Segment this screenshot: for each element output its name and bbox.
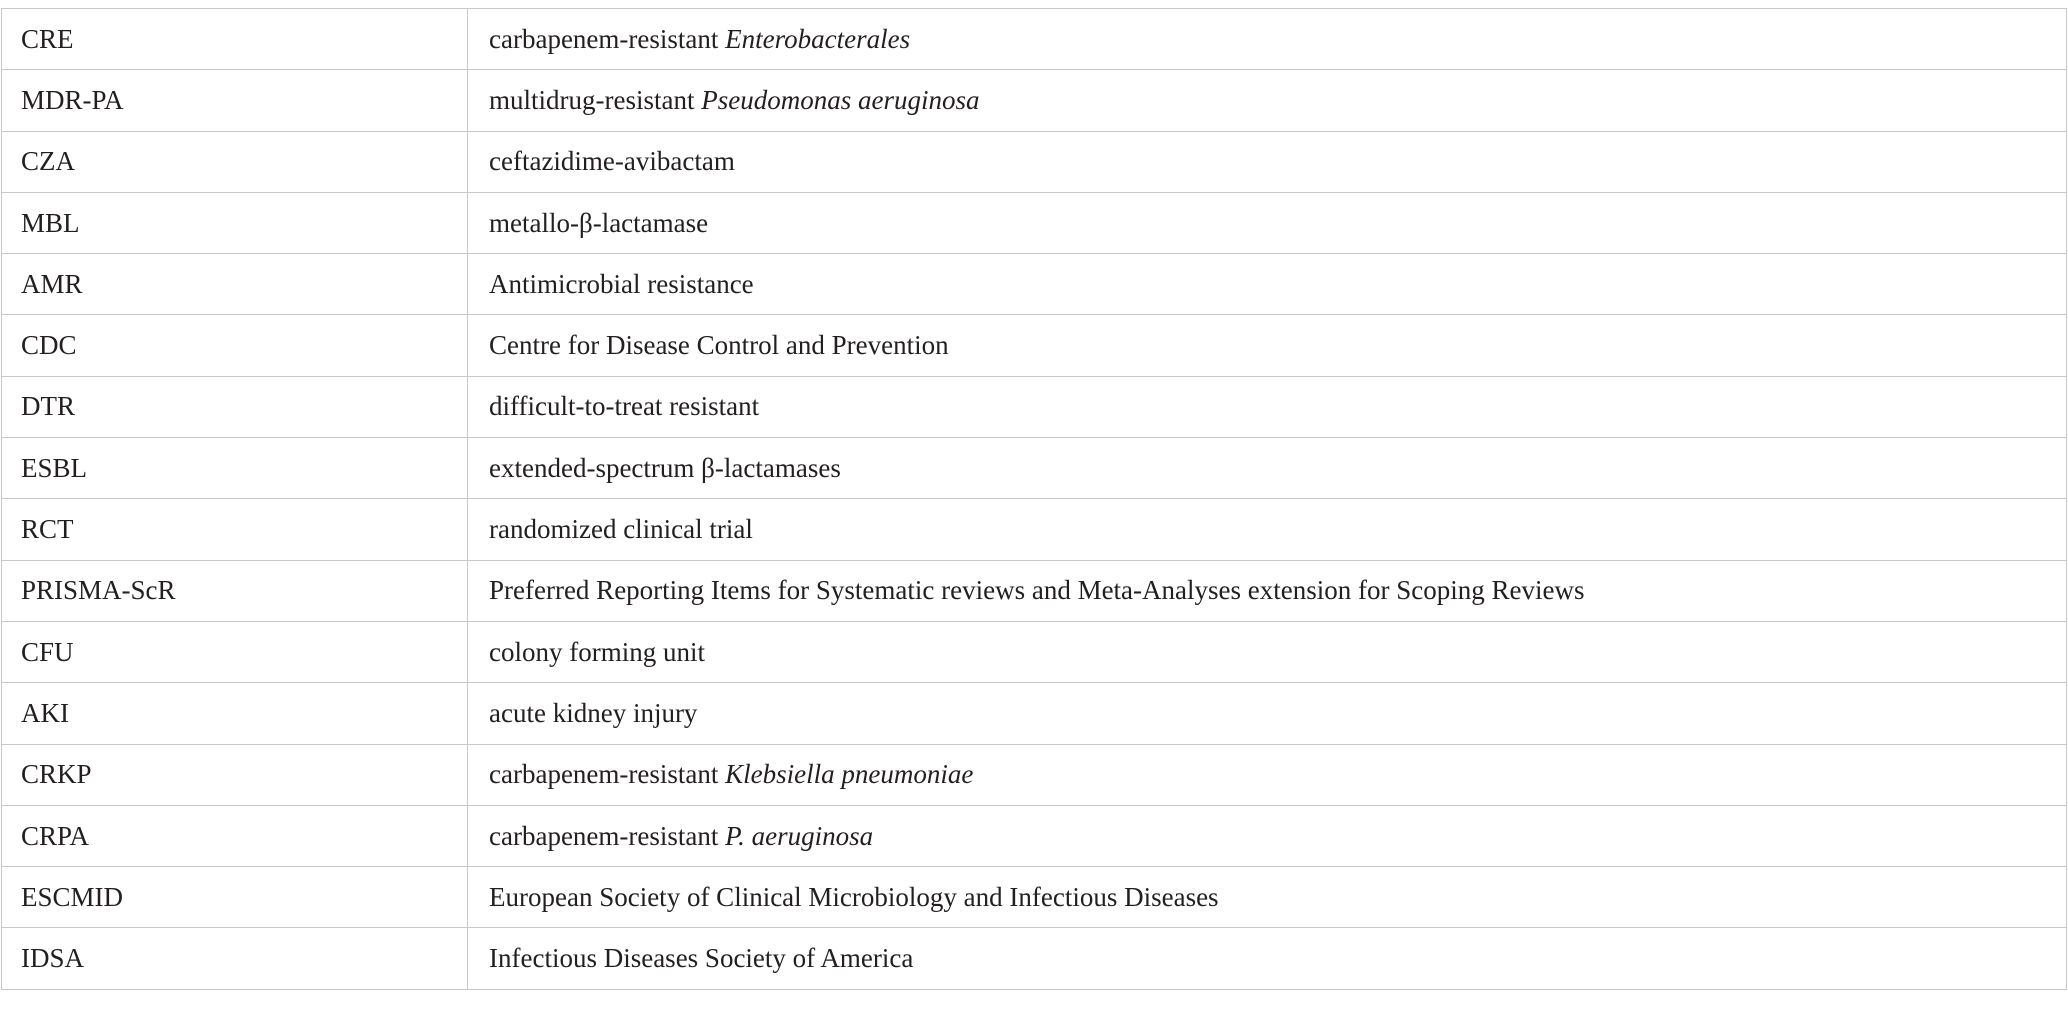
table-row bbox=[2, 70, 2067, 131]
definition-text: Infectious Diseases Society of America bbox=[489, 943, 914, 974]
definition-cell bbox=[468, 192, 2067, 253]
definition-text: multidrug-resistant bbox=[489, 84, 702, 115]
definition-text: metallo-β-lactamase bbox=[489, 207, 709, 238]
definition-italic-text: Enterobacterales bbox=[725, 23, 911, 54]
table-row bbox=[2, 315, 2067, 376]
definition-text: European Society of Clinical Microbiology and Infectious Diseases bbox=[489, 881, 1219, 912]
definition-cell bbox=[468, 254, 2067, 315]
table-row bbox=[2, 131, 2067, 192]
definition-cell bbox=[468, 621, 2067, 682]
abbreviation-cell: AMR bbox=[2, 254, 468, 315]
table-row bbox=[2, 499, 2067, 560]
definition-cell bbox=[468, 315, 2067, 376]
definition-italic-text: Pseudomonas aeruginosa bbox=[701, 84, 980, 115]
table-row bbox=[2, 683, 2067, 744]
abbreviation-cell: CFU bbox=[2, 621, 468, 682]
table-row bbox=[2, 867, 2067, 928]
definition-text: extended-spectrum β-lactamases bbox=[489, 452, 841, 483]
definition-text: randomized clinical trial bbox=[489, 514, 753, 545]
definition-text: carbapenem-resistant bbox=[489, 820, 726, 851]
abbreviation-cell: PRISMA-ScR bbox=[2, 560, 468, 621]
table-row bbox=[2, 9, 2067, 70]
definition-text: carbapenem-resistant bbox=[489, 23, 726, 54]
table-row bbox=[2, 254, 2067, 315]
definition-text: colony forming unit bbox=[489, 636, 705, 667]
definition-italic-text: P. aeruginosa bbox=[725, 820, 874, 851]
table-row bbox=[2, 560, 2067, 621]
definition-cell bbox=[468, 438, 2067, 499]
definition-cell bbox=[468, 867, 2067, 928]
abbreviation-cell: ESBL bbox=[2, 438, 468, 499]
definition-cell bbox=[468, 376, 2067, 437]
table-row bbox=[2, 438, 2067, 499]
abbreviations-table bbox=[1, 8, 2067, 990]
definition-cell bbox=[468, 9, 2067, 70]
abbreviation-cell: CRKP bbox=[2, 744, 468, 805]
abbreviation-cell: CRPA bbox=[2, 805, 468, 866]
abbreviation-cell: CDC bbox=[2, 315, 468, 376]
abbreviation-cell: MBL bbox=[2, 192, 468, 253]
table-row bbox=[2, 805, 2067, 866]
table-row bbox=[2, 192, 2067, 253]
abbreviation-cell: ESCMID bbox=[2, 867, 468, 928]
definition-text: Centre for Disease Control and Prevention bbox=[489, 330, 949, 361]
definition-cell bbox=[468, 499, 2067, 560]
table-row bbox=[2, 928, 2067, 989]
definition-text: ceftazidime-avibactam bbox=[489, 146, 735, 177]
abbreviation-cell: DTR bbox=[2, 376, 468, 437]
definition-cell bbox=[468, 744, 2067, 805]
abbreviation-cell: CZA bbox=[2, 131, 468, 192]
table-row bbox=[2, 744, 2067, 805]
definition-text: difficult-to-treat resistant bbox=[489, 391, 760, 422]
definition-cell bbox=[468, 131, 2067, 192]
abbreviation-cell: IDSA bbox=[2, 928, 468, 989]
definition-cell bbox=[468, 683, 2067, 744]
abbreviation-cell: AKI bbox=[2, 683, 468, 744]
abbreviation-cell: RCT bbox=[2, 499, 468, 560]
table-row bbox=[2, 621, 2067, 682]
definition-text: Antimicrobial resistance bbox=[489, 268, 754, 299]
definition-text: Preferred Reporting Items for Systematic reviews and Meta-Analyses extension for Scoping Reviews bbox=[489, 575, 1585, 606]
definition-italic-text: Klebsiella pneumoniae bbox=[725, 759, 974, 790]
table-row bbox=[2, 376, 2067, 437]
definition-cell bbox=[468, 70, 2067, 131]
abbreviation-cell: MDR-PA bbox=[2, 70, 468, 131]
definition-cell bbox=[468, 805, 2067, 866]
definition-text: carbapenem-resistant bbox=[489, 759, 726, 790]
definition-cell bbox=[468, 928, 2067, 989]
definition-cell bbox=[468, 560, 2067, 621]
abbreviation-cell: CRE bbox=[2, 9, 468, 70]
definition-text: acute kidney injury bbox=[489, 697, 698, 728]
